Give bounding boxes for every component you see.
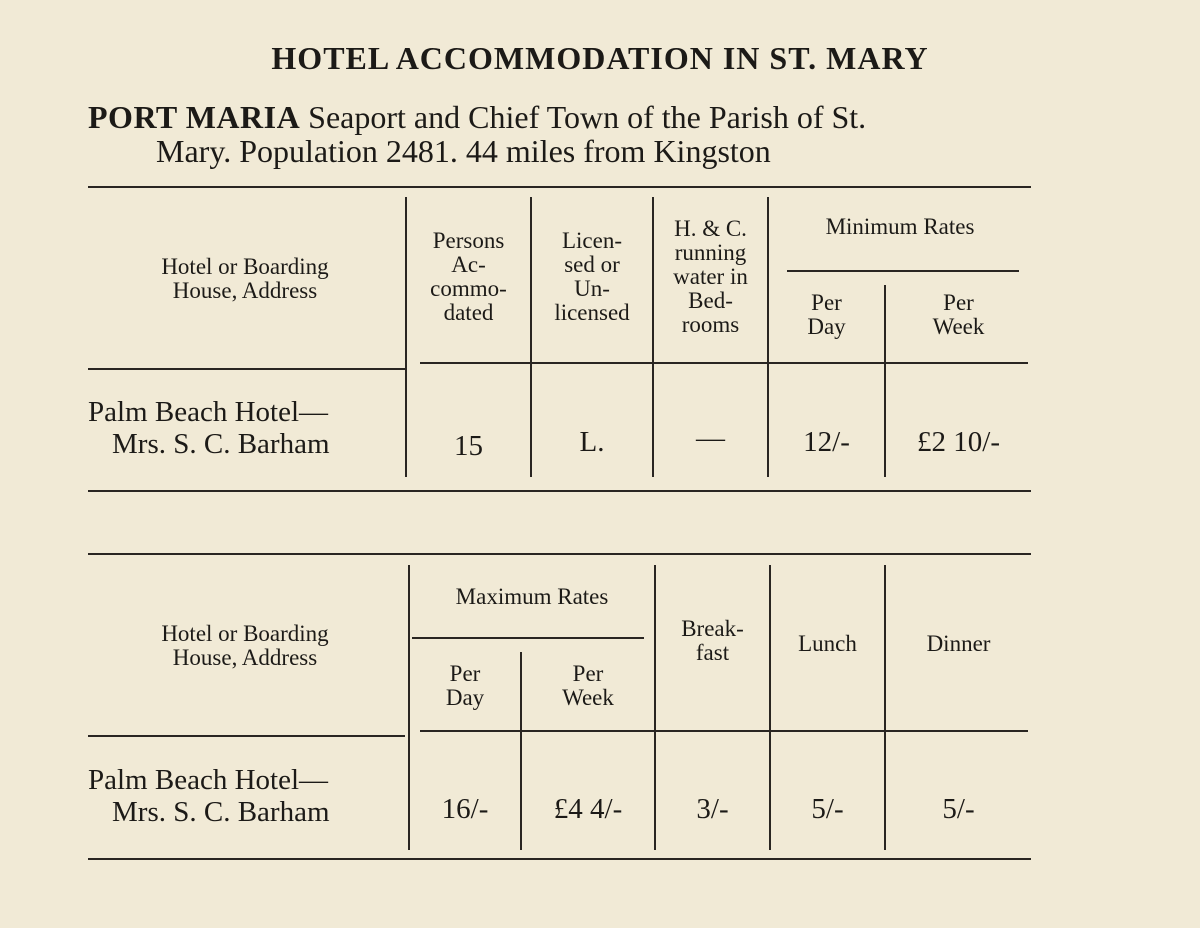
table2-per-day-header: Per Day — [445, 661, 485, 710]
page-title: HOTEL ACCOMMODATION IN ST. MARY — [271, 40, 929, 76]
table2-lunch-header: Lunch — [798, 631, 857, 656]
table2-dinner-header: Dinner — [926, 631, 991, 656]
table2-bottom-rule — [88, 858, 1031, 860]
table1-rates-rule — [787, 270, 1019, 272]
table1-bottom-rule — [88, 490, 1031, 492]
table2-rates-rule — [412, 637, 644, 639]
table1-header-rule — [420, 362, 1028, 364]
table1-per-day-header: Per Day — [807, 290, 846, 339]
table2-per-day-value: 16/- — [441, 793, 489, 825]
table2-per-week-value: £4 4/- — [553, 793, 623, 825]
table2-top-rule — [88, 553, 1031, 555]
table2-breakfast-header: Break- fast — [681, 616, 744, 665]
table1-per-week-value: £2 10/- — [917, 426, 1000, 458]
table2-max-rates-header: Maximum Rates — [455, 584, 609, 609]
table2-per-week-header: Per Week — [562, 661, 614, 710]
table2-dinner-value: 5/- — [942, 793, 975, 825]
table1-licensed-value: L. — [579, 426, 605, 458]
table2-hotel-name: Palm Beach Hotel— Mrs. S. C. Barham — [88, 764, 330, 828]
table2-header-rule — [420, 730, 1028, 732]
table2-breakfast-value: 3/- — [696, 793, 729, 825]
table1-water-header: H. & C. running water in Bed- rooms — [673, 216, 748, 337]
table1-persons-value: 15 — [454, 430, 483, 462]
table1-min-rates-header: Minimum Rates — [825, 214, 975, 239]
town-desc-line2: Mary. Population 2481. 44 miles from Kingston — [156, 133, 771, 169]
table1-hotel-header: Hotel or Boarding House, Address — [161, 254, 329, 303]
table1-header-rule — [88, 368, 405, 370]
table2-hotel-header: Hotel or Boarding House, Address — [161, 621, 329, 670]
town-description — [88, 100, 866, 168]
table1-water-value: — — [696, 422, 725, 454]
town-name: PORT MARIA — [88, 99, 301, 135]
table1-persons-header: Persons Ac- commo- dated — [430, 228, 507, 325]
table1-licensed-header: Licen- sed or Un- licensed — [554, 228, 630, 325]
table2-lunch-value: 5/- — [811, 793, 844, 825]
table2-header-rule — [88, 735, 405, 737]
table1-per-week-header: Per Week — [932, 290, 985, 339]
table1-top-rule — [88, 186, 1031, 188]
town-desc-line1: Seaport and Chief Town of the Parish of St. — [308, 99, 867, 135]
table1-per-day-value: 12/- — [803, 426, 850, 458]
table1-hotel-name: Palm Beach Hotel— Mrs. S. C. Barham — [88, 396, 330, 460]
